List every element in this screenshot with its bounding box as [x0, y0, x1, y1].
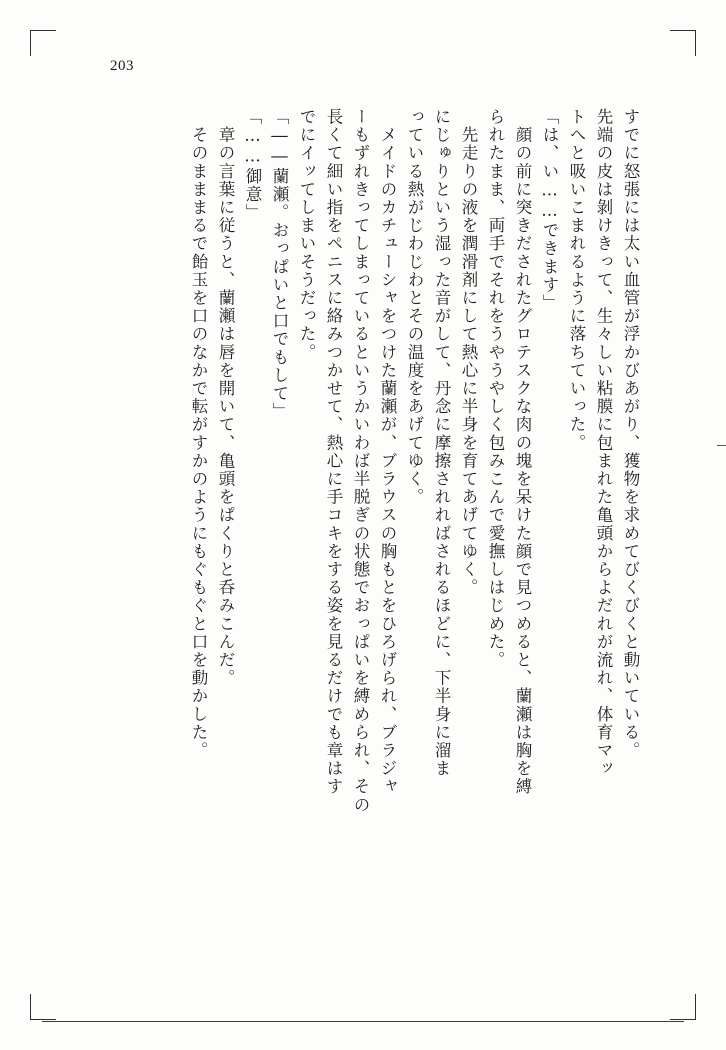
text-line: メイドのカチューシャをつけた蘭瀬が、ブラウスの胸もとをひろげられ、ブラジャ — [378, 108, 397, 796]
text-line: トへと吸いこまれるように落ちていった。 — [567, 108, 586, 452]
text-line: でにイッてしまいそうだった。 — [297, 108, 316, 362]
text-line: 先走りの液を潤滑剤にして熱心に半身を育てあげてゆく。 — [459, 108, 478, 597]
text-line: 「は、い……できます」 — [540, 108, 559, 313]
text-line: 顔の前に突きだされたグロテスクな肉の塊を呆けた顔で見つめると、蘭瀬は胸を縛 — [513, 108, 532, 796]
edge-register-mark — [717, 445, 726, 446]
body-text-block — [78, 108, 638, 908]
page-number: 203 — [110, 58, 134, 74]
text-line: にじゅりという湿った音がして、丹念に摩擦されればされるほどに、下半身に溜ま — [432, 108, 451, 778]
footer-divider — [42, 1021, 684, 1022]
text-line: そのまままるで飴玉を口のなかで転がすかのようにもぐもぐと口を動かした。 — [189, 108, 208, 760]
crop-mark-bottom-left-vertical — [30, 994, 31, 1020]
text-line: 「――蘭瀬。おっぱいと口でもして」 — [270, 108, 289, 421]
crop-mark-top-left-horizontal — [30, 30, 56, 31]
text-line: られたまま、両手でそれをうやうやしく包みこんで愛撫しはじめた。 — [486, 108, 505, 670]
text-line: 章の言葉に従うと、蘭瀬は唇を開いて、亀頭をぱくりと呑みこんだ。 — [216, 108, 235, 688]
crop-mark-bottom-right-horizontal — [670, 1019, 696, 1020]
crop-mark-top-right-vertical — [695, 30, 696, 56]
crop-mark-top-left-vertical — [30, 30, 31, 56]
text-line: ーもずれきってしまっているというかいわば半脱ぎの状態でおっぱいを縛められ、その — [351, 108, 370, 814]
text-line: 先端の皮は剝けきって、生々しい粘膜に包まれた亀頭からよだれが流れ、体育マッ — [594, 108, 613, 778]
crop-mark-bottom-right-vertical — [695, 994, 696, 1020]
crop-mark-bottom-left-horizontal — [30, 1019, 56, 1020]
text-line: 長くて細い指をペニスに絡みつかせて、熱心に手コキをする姿を見るだけでも章はす — [324, 108, 343, 796]
text-line: すでに怒張には太い血管が浮かびあがり、獲物を求めてびくびくと動いている。 — [621, 108, 640, 760]
text-line: 「……御意」 — [243, 108, 262, 222]
text-line: っている熱がじわじわとその温度をあげてゆく。 — [405, 108, 424, 507]
crop-mark-top-right-horizontal — [670, 30, 696, 31]
